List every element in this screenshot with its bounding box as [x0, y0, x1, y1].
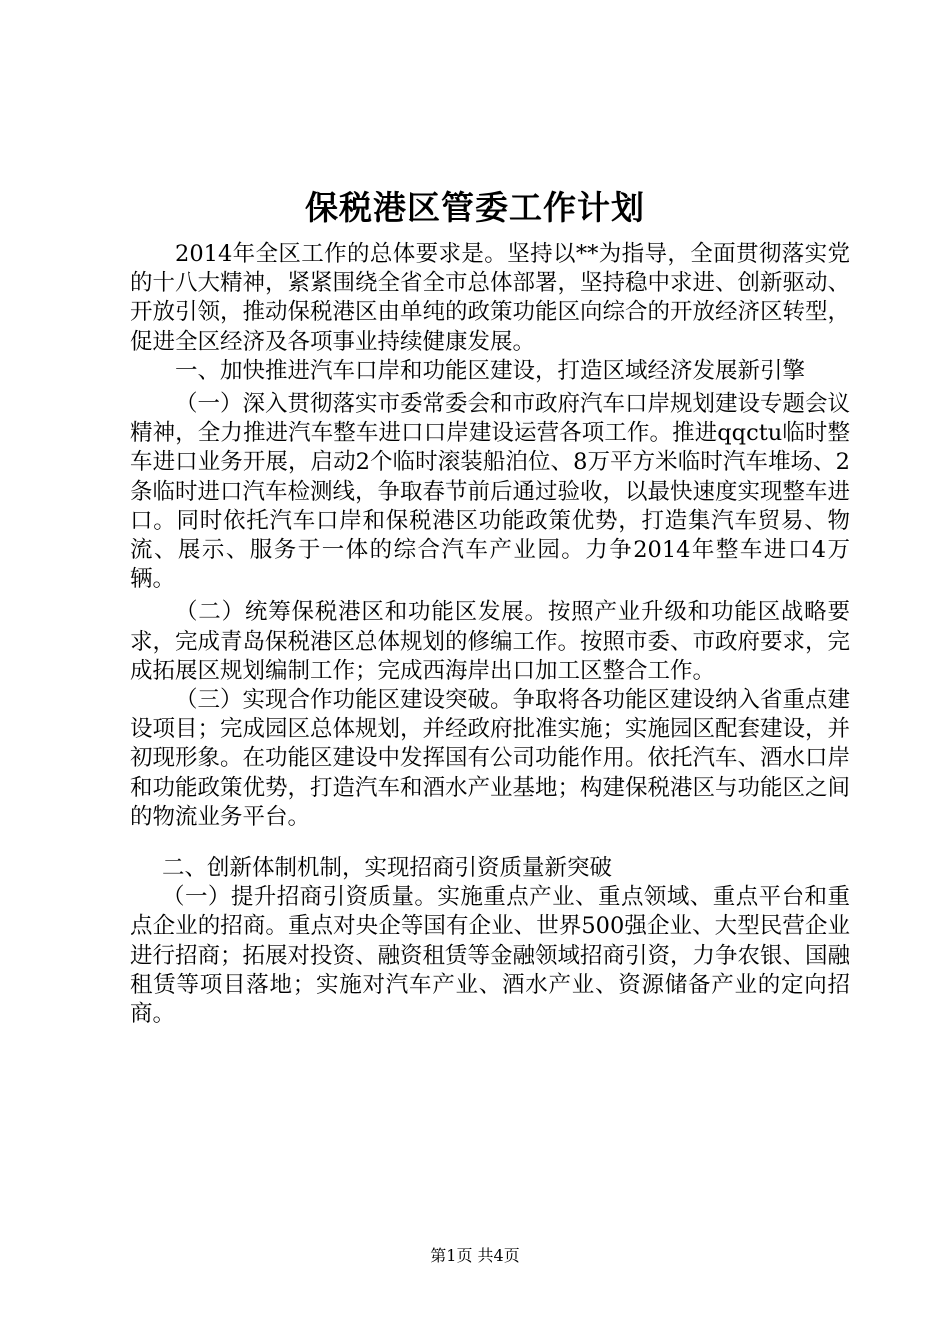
document-body — [130, 240, 850, 1029]
section-heading-1: 一、加快推进汽车口岸和功能区建设，打造区域经济发展新引擎 — [175, 357, 806, 384]
paragraph-1-1: （一）深入贯彻落实市委常委会和市政府汽车口岸规划建设专题会议精神，全力推进汽车整车进口口岸建设运营各项工作。推进qqctu临时整车进口业务开展，启动2个临时滚装船泊位、8万平方米临时汽车堆场、2条临时进口汽车检测线，争取春节前后通过验收，以最快速度实现整车进口。同时依托汽车口岸和保税港区功能政策优势，打造集汽车贸易、物流、展示、服务于一体的综合汽车产业园。力争2014年整车进口4万辆。 — [130, 391, 851, 593]
paragraph-overview: 2014年全区工作的总体要求是。坚持以**为指导，全面贯彻落实党的十八大精神，紧紧围绕全省全市总体部署，坚持稳中求进、创新驱动、开放引领，推动保税港区由单纯的政策功能区向综合的开放经济区转型，促进全区经济及各项事业持续健康发展。 — [130, 241, 851, 355]
page-footer: 第1页 共4页 — [430, 1246, 520, 1265]
paragraph-2-1: （一）提升招商引资质量。实施重点产业、重点领域、重点平台和重点企业的招商。重点对央企等国有企业、世界500强企业、大型民营企业进行招商；拓展对投资、融资租赁等金融领域招商引资，力争农银、国融租赁等项目落地；实施对汽车产业、酒水产业、资源储备产业的定向招商。 — [130, 884, 851, 1028]
section-heading-2: 二、创新体制机制，实现招商引资质量新突破 — [162, 855, 613, 882]
paragraph-1-3: （三）实现合作功能区建设突破。争取将各功能区建设纳入省重点建设项目；完成园区总体规划，并经政府批准实施；实施园区配套建设，并初现形象。在功能区建设中发挥国有公司功能作用。依托汽车、酒水口岸和功能政策优势，打造汽车和酒水产业基地；构建保税港区与功能区之间的物流业务平台。 — [130, 687, 851, 830]
document-title: 保税港区管委工作计划 — [305, 188, 645, 227]
paragraph-1-2: （二）统筹保税港区和功能区发展。按照产业升级和功能区战略要求，完成青岛保税港区总体规划的修编工作。按照市委、市政府要求，完成拓展区规划编制工作；完成西海岸出口加工区整合工作。 — [130, 599, 851, 684]
